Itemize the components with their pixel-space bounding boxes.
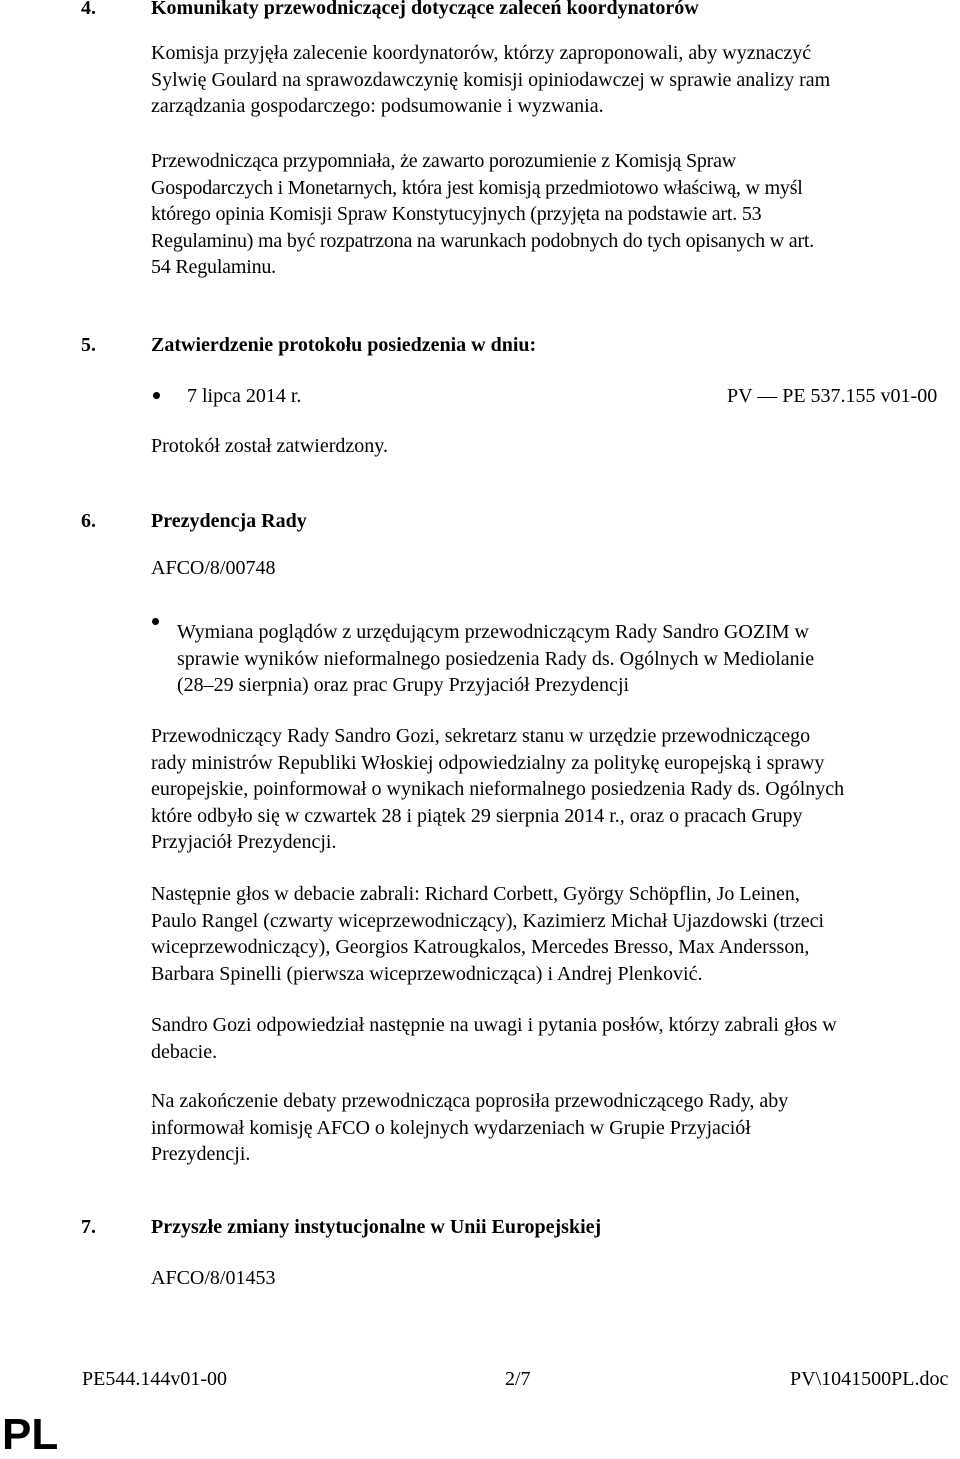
text-line: Sandro Gozi odpowiedział następnie na uwagi i pytania posłów, którzy zabrali głos w xyxy=(151,1014,837,1036)
section-7-title: Przyszłe zmiany instytucjonalne w Unii Europejskiej xyxy=(151,1216,602,1238)
minutes-reference: PV — PE 537.155 v01-00 xyxy=(727,385,938,407)
procedure-code: AFCO/8/00748 xyxy=(151,557,276,579)
section-4-title: Komunikaty przewodniczącej dotyczące zaleceń koordynatorów xyxy=(151,0,699,19)
text-line: wiceprzewodniczący), Georgios Katrougkalos, Mercedes Bresso, Max Andersson, xyxy=(151,936,810,958)
text-line: Regulaminu) ma być rozpatrzona na warunkach podobnych do tych opisanych w art. xyxy=(151,229,815,252)
footer-file-name: PV\1041500PL.doc xyxy=(790,1368,949,1390)
procedure-code: AFCO/8/01453 xyxy=(151,1267,276,1289)
text-line: Następnie głos w debacie zabrali: Richard Corbett, György Schöpflin, Jo Leinen, xyxy=(151,883,800,905)
text-line: Paulo Rangel (czwarty wiceprzewodniczący), Kazimierz Michał Ujazdowski (trzeci xyxy=(151,909,825,932)
text-line: sprawie wyników nieformalnego posiedzenia Rady ds. Ogólnych w Mediolanie xyxy=(177,647,815,670)
text-line: (28–29 sierpnia) oraz prac Grupy Przyjaciół Prezydencji xyxy=(177,674,630,696)
minutes-date: 7 lipca 2014 r. xyxy=(187,385,302,407)
section-6-paragraph-3 xyxy=(151,1012,951,1065)
text-line: Przyjaciół Prezydencji. xyxy=(151,831,337,853)
language-code: PL xyxy=(2,1410,59,1459)
footer-page-number: 2/7 xyxy=(505,1368,531,1390)
bullet-icon xyxy=(153,392,160,399)
section-4-paragraph-2 xyxy=(151,148,951,281)
section-6-paragraph-4 xyxy=(151,1088,951,1168)
section-6-number: 6. xyxy=(81,510,96,532)
text-line: rady ministrów Republiki Włoskiej odpowiedzialny za politykę europejską i sprawy xyxy=(151,751,825,774)
text-line: 54 Regulaminu. xyxy=(151,256,276,278)
text-line: informował komisję AFCO o kolejnych wydarzeniach w Grupie Przyjaciół xyxy=(151,1116,751,1139)
text-line: Gospodarczych i Monetarnych, która jest komisją przedmiotowo właściwą, w myśl xyxy=(151,176,803,199)
text-line: Wymiana poglądów z urzędującym przewodniczącym Rady Sandro GOZIM w xyxy=(177,621,809,643)
text-line: Przewodnicząca przypomniała, że zawarto porozumienie z Komisją Spraw xyxy=(151,150,737,172)
section-6-paragraph-1 xyxy=(151,723,951,856)
section-4-number: 4. xyxy=(81,0,96,19)
text-line: Komisja przyjęła zalecenie koordynatorów, którzy zaproponowali, aby wyznaczyć xyxy=(151,42,812,64)
section-7-number: 7. xyxy=(81,1216,96,1238)
text-line: Przewodniczący Rady Sandro Gozi, sekretarz stanu w urzędzie przewodniczącego xyxy=(151,725,811,747)
text-line: Barbara Spinelli (pierwsza wiceprzewodnicząca) i Andrej Plenković. xyxy=(151,962,703,985)
text-line: europejskie, poinformował o wynikach nieformalnego posiedzenia Rady ds. Ogólnych xyxy=(151,778,845,800)
section-6-title: Prezydencja Rady xyxy=(151,510,307,532)
section-6-paragraph-2 xyxy=(151,881,951,987)
bullet-icon xyxy=(152,618,159,625)
text-line: Na zakończenie debaty przewodnicząca poprosiła przewodniczącego Rady, aby xyxy=(151,1090,789,1112)
text-line: zarządzania gospodarczego: podsumowanie i wyzwania. xyxy=(151,95,604,117)
text-line: które odbyło się w czwartek 28 i piątek 29 sierpnia 2014 r., oraz o pracach Grupy xyxy=(151,804,803,827)
minutes-approved: Protokół został zatwierdzony. xyxy=(151,435,388,457)
section-5-title: Zatwierdzenie protokołu posiedzenia w dniu: xyxy=(151,334,537,356)
text-line: debacie. xyxy=(151,1040,218,1063)
section-4-paragraph-1 xyxy=(151,40,951,120)
footer-document-number: PE544.144v01-00 xyxy=(82,1368,227,1390)
section-5-number: 5. xyxy=(81,334,96,356)
text-line: którego opinia Komisji Spraw Konstytucyjnych (przyjęta na podstawie art. 53 xyxy=(151,203,762,225)
text-line: Prezydencji. xyxy=(151,1143,251,1165)
text-line: Sylwię Goulard na sprawozdawczynię komisji opiniodawczej w sprawie analizy ram xyxy=(151,68,831,91)
agenda-bullet-item xyxy=(177,619,937,699)
